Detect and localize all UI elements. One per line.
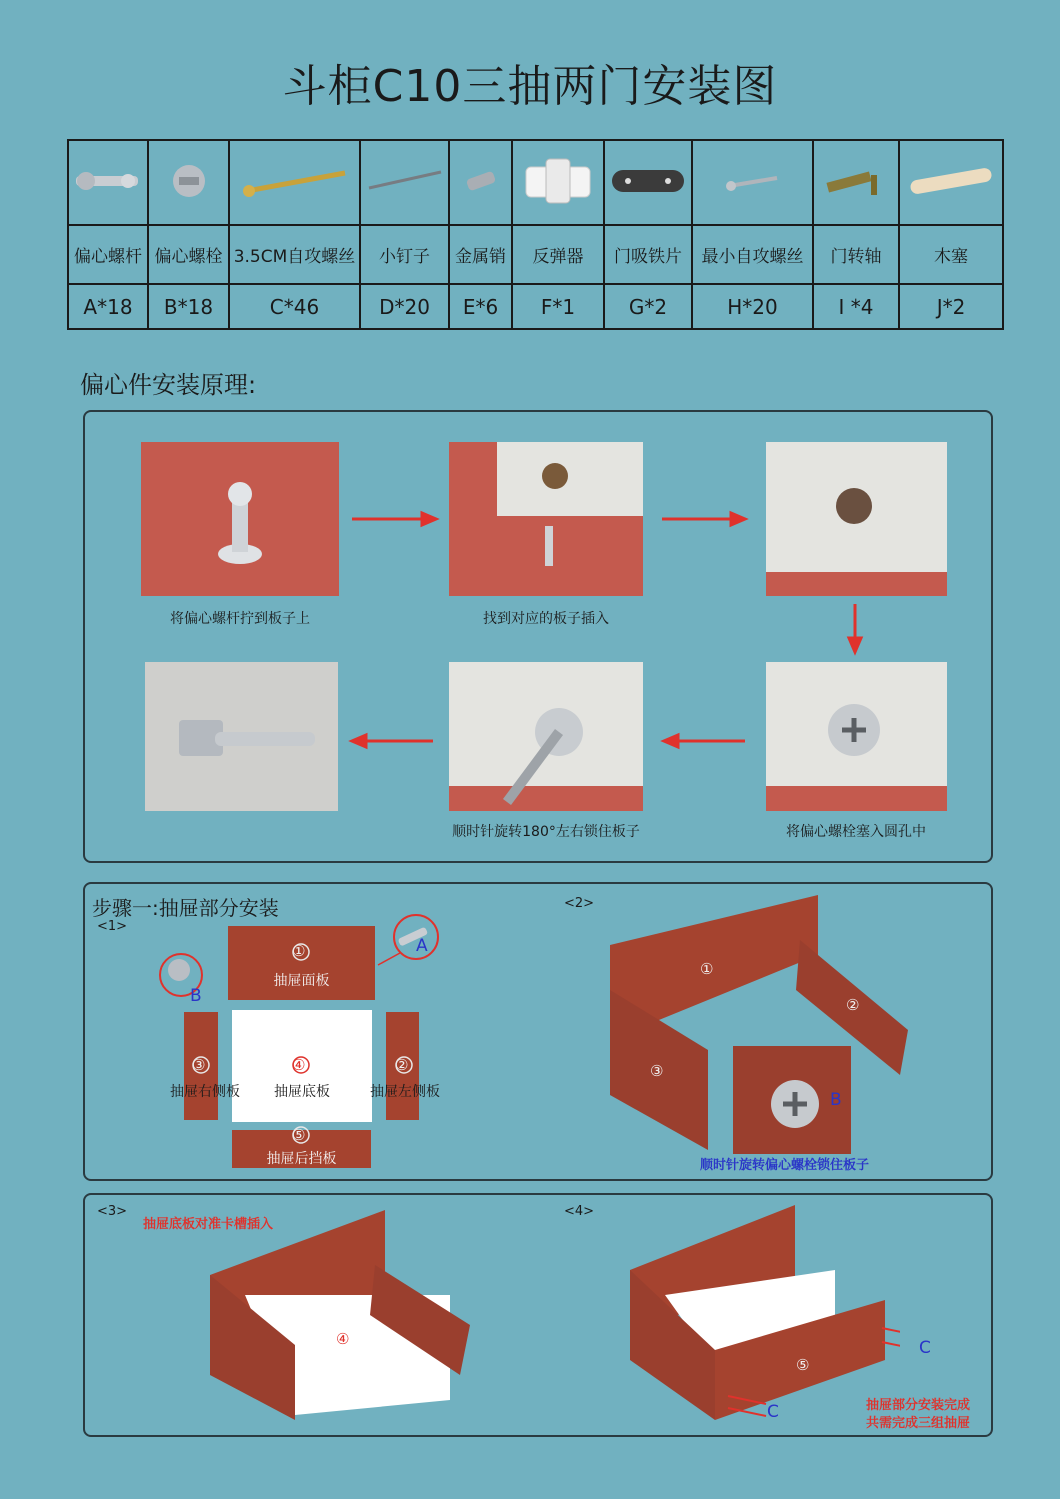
principle-heading: 偏心件安装原理: — [80, 371, 257, 399]
label-back: 抽屉后挡板 — [266, 1151, 337, 1167]
part-name: 门转轴 — [813, 225, 899, 284]
part-qty: D*20 — [360, 284, 449, 329]
label-left: 抽屉左侧板 — [370, 1084, 440, 1100]
label-b: B — [830, 1090, 842, 1110]
number-marker: ⑤ — [292, 1126, 306, 1144]
number-marker: ④ — [336, 1330, 350, 1348]
label-bottom: 抽屉底板 — [274, 1084, 330, 1100]
caption-screw-bolt: 将偏心螺杆拧到板子上 — [170, 611, 310, 627]
label-c: C — [767, 1402, 779, 1422]
substep-label: <2> — [564, 896, 595, 911]
number-marker: ④ — [292, 1056, 306, 1074]
part-qty: H*20 — [692, 284, 813, 329]
part-qty: B*18 — [148, 284, 229, 329]
part-qty: J*2 — [899, 284, 1003, 329]
number-marker: ③ — [650, 1062, 664, 1080]
part-name: 木塞 — [899, 225, 1003, 284]
part-qty: E*6 — [449, 284, 512, 329]
part-name: 最小自攻螺丝 — [692, 225, 813, 284]
number-marker: ⑤ — [796, 1356, 810, 1374]
drawer-with-bottom-3d — [200, 1205, 490, 1425]
drawer-complete-3d — [620, 1200, 900, 1422]
caption-insert-cam: 将偏心螺栓塞入圆孔中 — [786, 824, 926, 840]
label-a: A — [416, 936, 428, 956]
caption-insert-panel: 找到对应的板子插入 — [483, 611, 609, 627]
number-marker: ③ — [192, 1056, 206, 1074]
label-b: B — [190, 986, 202, 1006]
part-qty: G*2 — [604, 284, 692, 329]
note-rotate-cam: 顺时针旋转偏心螺栓锁住板子 — [700, 1158, 870, 1173]
number-marker: ① — [700, 960, 714, 978]
step1-heading: 步骤一:抽屉部分安装 — [92, 896, 279, 920]
caption-rotate-lock: 顺时针旋转180°左右锁住板子 — [452, 824, 640, 840]
note-three-drawers: 共需完成三组抽屉 — [866, 1416, 971, 1431]
part-name: 3.5CM自攻螺丝 — [229, 225, 360, 284]
part-qty: A*18 — [68, 284, 148, 329]
part-name: 偏心螺栓 — [148, 225, 229, 284]
substep-label: <4> — [564, 1204, 595, 1219]
part-name: 门吸铁片 — [604, 225, 692, 284]
number-marker: ② — [846, 996, 860, 1014]
part-name: 偏心螺杆 — [68, 225, 148, 284]
part-name: 小钉子 — [360, 225, 449, 284]
part-name: 金属销 — [449, 225, 512, 284]
note-drawer-complete: 抽屉部分安装完成 — [866, 1398, 971, 1413]
page-title: 斗柜C10三抽两门安装图 — [282, 61, 778, 112]
substep-label: <1> — [97, 919, 128, 934]
label-face: 抽屉面板 — [273, 973, 330, 989]
label-right: 抽屉右侧板 — [170, 1084, 240, 1100]
label-c: C — [919, 1338, 931, 1358]
part-name: 反弹器 — [512, 225, 604, 284]
number-marker: ① — [292, 942, 306, 960]
substep-label: <3> — [97, 1204, 128, 1219]
part-qty: C*46 — [229, 284, 360, 329]
part-qty: F*1 — [512, 284, 604, 329]
part-qty: I *4 — [813, 284, 899, 329]
note-insert-bottom: 抽屉底板对准卡槽插入 — [143, 1217, 274, 1232]
number-marker: ② — [395, 1056, 409, 1074]
